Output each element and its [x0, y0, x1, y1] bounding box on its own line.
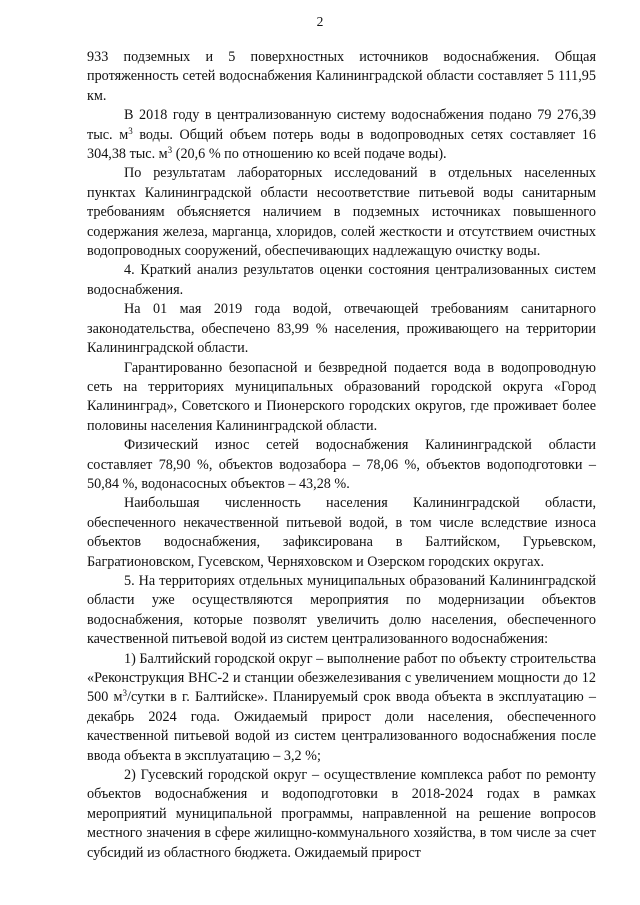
page-number: 2	[316, 14, 324, 29]
paragraph-sources-total: 933 подземных и 5 поверхностных источников водоснабжения. Общая протяженность сетей водоснабжения Калининградской области составляет 5 111,95 км.	[87, 49, 596, 104]
paragraph-item-baltiysk: 1) Балтийский городской округ – выполнение работ по объекту строительства «Реконструкция ВНС-2 и станции обезжелезивания с увеличением мощности до 12 500 $м^3$/сутки в г. Балтийске». Планируемый срок ввода объекта в эксплуатацию – декабрь 2024 года. Ожидаемый прирост доли населения, обеспеченного качественной питьевой водой из систем централизованного водоснабжения после ввода объекта в эксплуатацию – 3,2 %;	[87, 650, 596, 764]
section-heading-5: 5. На территориях отдельных муниципальных образований Калининградской области уже осуществляются мероприятия по модернизации объектов водоснабжения, которые позволят увеличить долю населения, обеспеченного качественной питьевой водой из систем централизованного водоснабжения:	[87, 572, 596, 648]
paragraph-may-2019: На 01 мая 2019 года водой, отвечающей требованиям санитарного законодательства, обеспечено 83,99 % населения, проживающего на территории Калининградской области.	[87, 301, 596, 357]
document-body	[87, 48, 596, 863]
section-heading-4: 4. Краткий анализ результатов оценки состояния централизованных систем водоснабжения.	[87, 262, 596, 298]
paragraph-largest-population: Наибольшая численность населения Калининградской области, обеспеченного некачественной питьевой водой, в том числе вследствие износа объектов водоснабжения, зафиксирована в Балтийском, Гурьевском, Багратионовском, Гусевском, Черняховском и Озерском городских округах.	[87, 495, 596, 570]
paragraph-item-gusev: 2) Гусевский городской округ – осуществление комплекса работ по ремонту объектов водоснабжения и водоподготовки в 2018-2024 годах в рамках мероприятий муниципальной программы, направленной на решение вопросов местного значения в сфере жилищно-коммунального хозяйства, в том числе за счет субсидий из областного бюджета. Ожидаемый прирост	[87, 767, 596, 861]
paragraph-guaranteed-safe: Гарантированно безопасной и безвредной подается вода в водопроводную сеть на территориях муниципальных образований городской округа «Город Калининград», Советского и Пионерского городских округов, где проживает более половины населения Калининградской области.	[87, 359, 596, 434]
paragraph-lab-results: По результатам лабораторных исследований в отдельных населенных пунктах Калининградской области несоответствие питьевой воды санитарным требованиям объясняется наличием в подземных источниках повышенного содержания железа, марганца, хлоридов, солей жесткости и отсутствием очистных водопроводных сооружений, обеспечивающих надлежащую очистку воды.	[87, 165, 596, 260]
paragraph-physical-wear: Физический износ сетей водоснабжения Калининградской области составляет 78,90 %, объектов водозабора – 78,06 %, объектов водоподготовки – 50,84 %, водонасосных объектов – 43,28 %.	[87, 437, 596, 492]
paragraph-water-supply-2018: В 2018 году в централизованную систему водоснабжения подано 79 276,39 тыс. $м^3$ воды. Общий объем потерь воды в водопроводных сетях составляет 16 304,38 тыс. $м^3$ (20,6 % по отношению ко всей подаче воды).	[87, 107, 596, 163]
